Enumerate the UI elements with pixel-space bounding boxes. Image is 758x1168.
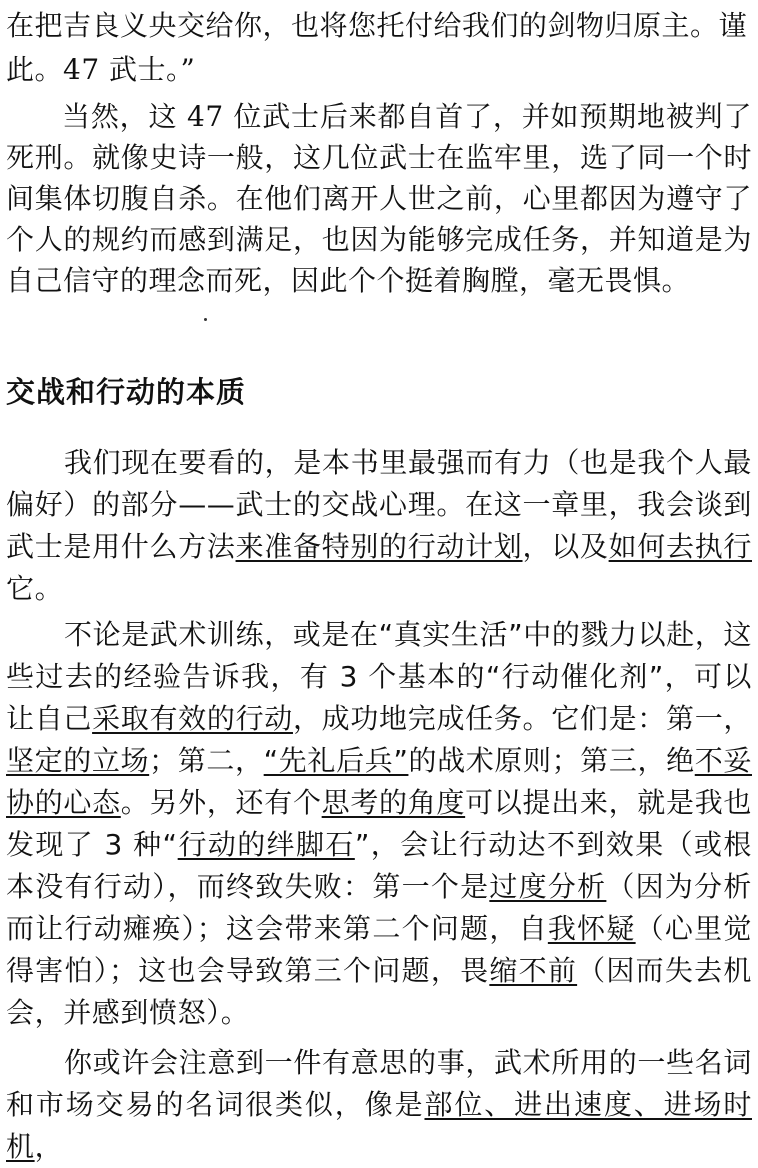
paragraph-action-catalysts [6,614,752,1034]
pen-underlined-phrase: 不妥协的心态 [6,744,752,819]
paragraph-samurai-fate: 当然，这 47 位武士后来都自首了，并如预期地被判了死刑。就像史诗一般，这几位武士在监牢里，选了同一个时间集体切腹自杀。在他们离开人世之前，心里都因为遵守了个人的规约而感到满足，也因为能够完成任务，并知道是为自己信守的理念而死，因此个个挺着胸膛，毫无畏惧。 [6,100,752,297]
text-run: 。另外，还有个 [120,786,322,819]
text-run: ，以及 [522,530,609,563]
text-run: 可以提出来，就是我也发现了 3 种“ [6,786,752,861]
paragraph-market-terms [6,1042,752,1168]
text-run: 的战术原则；第三，绝 [408,744,695,777]
pen-underlined-phrase: 我怀疑 [547,912,636,945]
stray-dot-mark [204,318,207,321]
pen-underlined-phrase: 行动的绊脚石 [177,828,355,861]
letter-ending-line-1: 在把吉良义央交给你，也将您托付给我们的剑物归原主。谨 [6,9,748,42]
text-run: ，成功地完成任务。它们是：第一， [292,702,752,735]
text-run: 你或许会注意到一件有意思的事，武术所用的一些名词和市场交易的名词很类似，像是 [6,1046,752,1121]
pen-underlined-phrase: 坚定的立场 [6,744,150,777]
pen-underlined-phrase: 来准备特别的行动计划 [235,530,523,563]
pen-underlined-phrase: “先礼后兵” [263,744,409,777]
pen-underlined-phrase: 采取有效的行动 [92,702,293,735]
text-run: （心里觉得害怕）；这也会导致第三个问题，畏 [6,912,752,987]
text-run: 我们现在要看的，是本书里最强而有力（也是我个人最偏好）的部分——武士的交战心理。在这一章里，我会谈到武士是用什么方法 [6,446,752,563]
text-run: （因为分析而让行动瘫痪）；这会带来第二个问题，自 [6,870,752,945]
text-run: ”，会让行动达不到效果（或根本没有行动），而终致失败：第一个是 [6,828,752,903]
letter-ending-line-2: 此。47 武士。” [6,53,196,86]
text-run: 不论是武术训练，或是在“真实生活”中的戮力以赴，这些过去的经验告诉我，有 3 个基本的“行动催化剂”，可以让自己 [6,618,753,735]
pen-underlined-phrase: 缩不前 [489,954,578,987]
paragraph-letter-ending [6,4,752,92]
pen-underlined-phrase: 过度分析 [489,870,607,903]
pen-underlined-phrase: 部位、进出速度、进场时机 [6,1088,752,1163]
text-run: 它。 [6,572,64,605]
pen-underlined-phrase: 思考的角度 [321,786,466,819]
section-heading: 交战和行动的本质 [6,375,247,409]
text-run: ， [34,1130,64,1163]
paragraph-combat-psychology [6,442,752,610]
pen-underlined-phrase: 如何去执行 [608,530,752,563]
text-run: ；第二， [149,744,264,777]
text-run: （因而失去机会，并感到愤怒）。 [6,954,752,1029]
